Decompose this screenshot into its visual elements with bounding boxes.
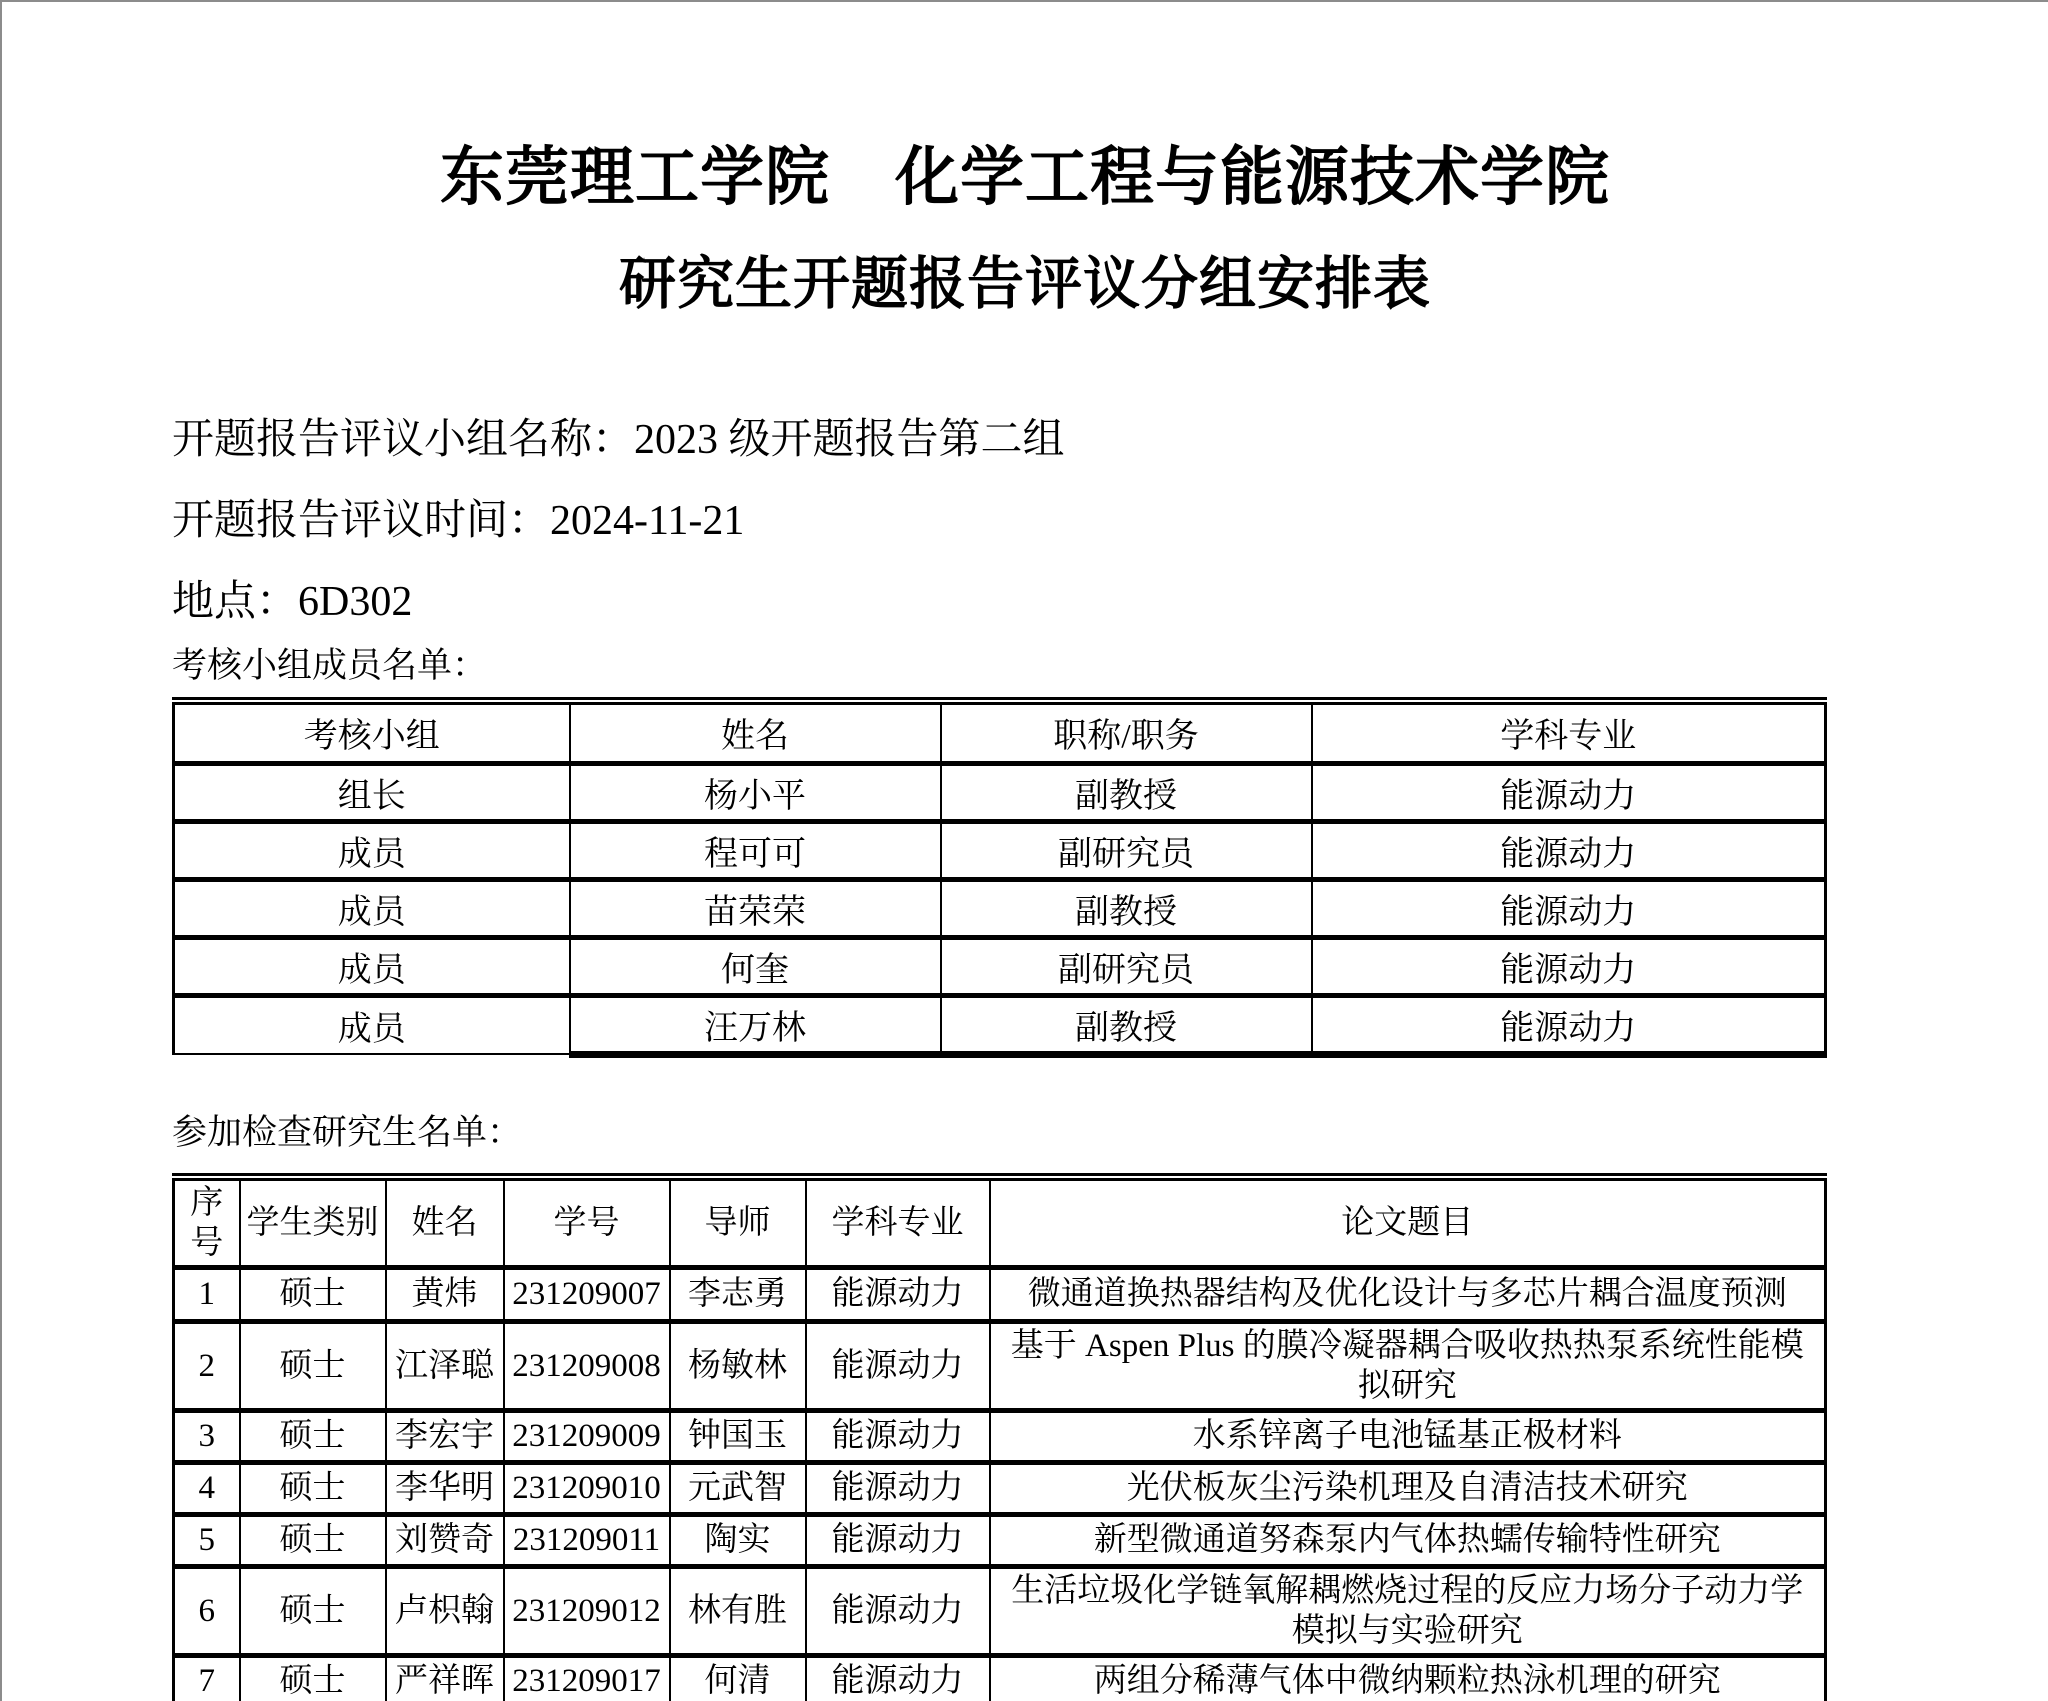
table-cell: 钟国玉 (670, 1410, 806, 1462)
table-cell: 5 (174, 1514, 240, 1566)
table-cell: 能源动力 (806, 1321, 990, 1410)
table-cell: 卢枳翰 (386, 1566, 504, 1655)
table-row (174, 763, 1826, 821)
table-cell: 新型微通道努森泵内气体热蠕传输特性研究 (990, 1514, 1826, 1566)
table-cell: 汪万林 (570, 995, 941, 1054)
table-cell: 李华明 (386, 1462, 504, 1514)
table-cell: 硕士 (240, 1514, 386, 1566)
table-cell: 苗荣荣 (570, 879, 941, 937)
column-header: 序号 (174, 1177, 240, 1268)
student-list-label: 参加检查研究生名单： (172, 1112, 523, 1152)
committee-list-label: 考核小组成员名单： (172, 646, 488, 685)
table-cell: 能源动力 (806, 1462, 990, 1514)
table-row (174, 1566, 1826, 1655)
column-header: 考核小组 (174, 701, 570, 763)
table-cell: 两组分稀薄气体中微纳颗粒热泳机理的研究 (990, 1655, 1826, 1701)
table-cell: 元武智 (670, 1462, 806, 1514)
column-header: 学号 (504, 1177, 670, 1268)
page-title: 东莞理工学院 化学工程与能源技术学院 (440, 142, 1610, 213)
table-cell: 能源动力 (806, 1410, 990, 1462)
column-header: 学科专业 (1312, 701, 1826, 763)
table-cell: 能源动力 (1312, 763, 1826, 821)
table-cell: 能源动力 (806, 1655, 990, 1701)
table-row (174, 1267, 1826, 1321)
table-cell: 7 (174, 1655, 240, 1701)
table-cell: 硕士 (240, 1410, 386, 1462)
table-header-row (174, 1177, 1826, 1268)
column-header: 姓名 (386, 1177, 504, 1268)
table-cell: 何清 (670, 1655, 806, 1701)
table-cell: 3 (174, 1410, 240, 1462)
table-cell: 基于 Aspen Plus 的膜冷凝器耦合吸收热热泵系统性能模拟研究 (990, 1321, 1826, 1410)
table-cell: 能源动力 (1312, 821, 1826, 879)
table-cell: 微通道换热器结构及优化设计与多芯片耦合温度预测 (990, 1267, 1826, 1321)
table-cell: 成员 (174, 879, 570, 937)
table-cell: 李宏宇 (386, 1410, 504, 1462)
table-cell: 副研究员 (941, 937, 1312, 995)
table-cell: 硕士 (240, 1655, 386, 1701)
table-row (174, 937, 1826, 995)
table-cell: 陶实 (670, 1514, 806, 1566)
info-line-review-time: 开题报告评议时间：2024-11-21 (172, 498, 745, 544)
table-cell: 能源动力 (806, 1514, 990, 1566)
table-cell: 231209008 (504, 1321, 670, 1410)
table-cell: 李志勇 (670, 1267, 806, 1321)
table-cell: 硕士 (240, 1566, 386, 1655)
table-header-row (174, 701, 1826, 763)
table-cell: 程可可 (570, 821, 941, 879)
table-cell: 水系锌离子电池锰基正极材料 (990, 1410, 1826, 1462)
table-cell: 成员 (174, 821, 570, 879)
table-cell: 1 (174, 1267, 240, 1321)
table-cell: 组长 (174, 763, 570, 821)
column-header: 职称/职务 (941, 701, 1312, 763)
table-cell: 成员 (174, 995, 570, 1054)
table-cell: 4 (174, 1462, 240, 1514)
table-cell: 何奎 (570, 937, 941, 995)
table-cell: 江泽聪 (386, 1321, 504, 1410)
table-cell: 刘赞奇 (386, 1514, 504, 1566)
table-cell: 硕士 (240, 1321, 386, 1410)
table-cell: 231209011 (504, 1514, 670, 1566)
table-cell: 硕士 (240, 1267, 386, 1321)
table-row (174, 1514, 1826, 1566)
table-cell: 黄炜 (386, 1267, 504, 1321)
table-cell: 严祥晖 (386, 1655, 504, 1701)
table-cell: 231209012 (504, 1566, 670, 1655)
table-cell: 能源动力 (1312, 937, 1826, 995)
table-cell: 能源动力 (1312, 879, 1826, 937)
table-cell: 能源动力 (806, 1566, 990, 1655)
info-line-group-name: 开题报告评议小组名称：2023 级开题报告第二组 (172, 417, 1065, 463)
table-row (174, 1410, 1826, 1462)
column-header: 学生类别 (240, 1177, 386, 1268)
table-cell: 2 (174, 1321, 240, 1410)
table-cell: 成员 (174, 937, 570, 995)
page-subtitle: 研究生开题报告评议分组安排表 (619, 253, 1431, 316)
column-header: 论文题目 (990, 1177, 1826, 1268)
table-row (174, 1462, 1826, 1514)
table-cell: 生活垃圾化学链氧解耦燃烧过程的反应力场分子动力学模拟与实验研究 (990, 1566, 1826, 1655)
table-cell: 231209009 (504, 1410, 670, 1462)
table-cell: 副教授 (941, 879, 1312, 937)
column-header: 姓名 (570, 701, 941, 763)
table-row (174, 1321, 1826, 1410)
table-cell: 231209017 (504, 1655, 670, 1701)
table-cell: 杨敏林 (670, 1321, 806, 1410)
table-cell: 6 (174, 1566, 240, 1655)
table-cell: 副研究员 (941, 821, 1312, 879)
table-cell: 光伏板灰尘污染机理及自清洁技术研究 (990, 1462, 1826, 1514)
table-cell: 副教授 (941, 995, 1312, 1054)
table-cell: 杨小平 (570, 763, 941, 821)
table-cell: 231209007 (504, 1267, 670, 1321)
column-header: 学科专业 (806, 1177, 990, 1268)
table-cell: 林有胜 (670, 1566, 806, 1655)
table-cell: 能源动力 (1312, 995, 1826, 1054)
table-cell: 硕士 (240, 1462, 386, 1514)
table-row (174, 879, 1826, 937)
committee-table (172, 697, 1827, 1058)
students-table (172, 1173, 1827, 1701)
table-row (174, 821, 1826, 879)
column-header: 导师 (670, 1177, 806, 1268)
info-block (172, 418, 2048, 624)
table-row (174, 995, 1826, 1054)
table-cell: 231209010 (504, 1462, 670, 1514)
table-cell: 副教授 (941, 763, 1312, 821)
table-cell: 能源动力 (806, 1267, 990, 1321)
table-row (174, 1655, 1826, 1701)
info-line-location: 地点：6D302 (172, 579, 413, 625)
